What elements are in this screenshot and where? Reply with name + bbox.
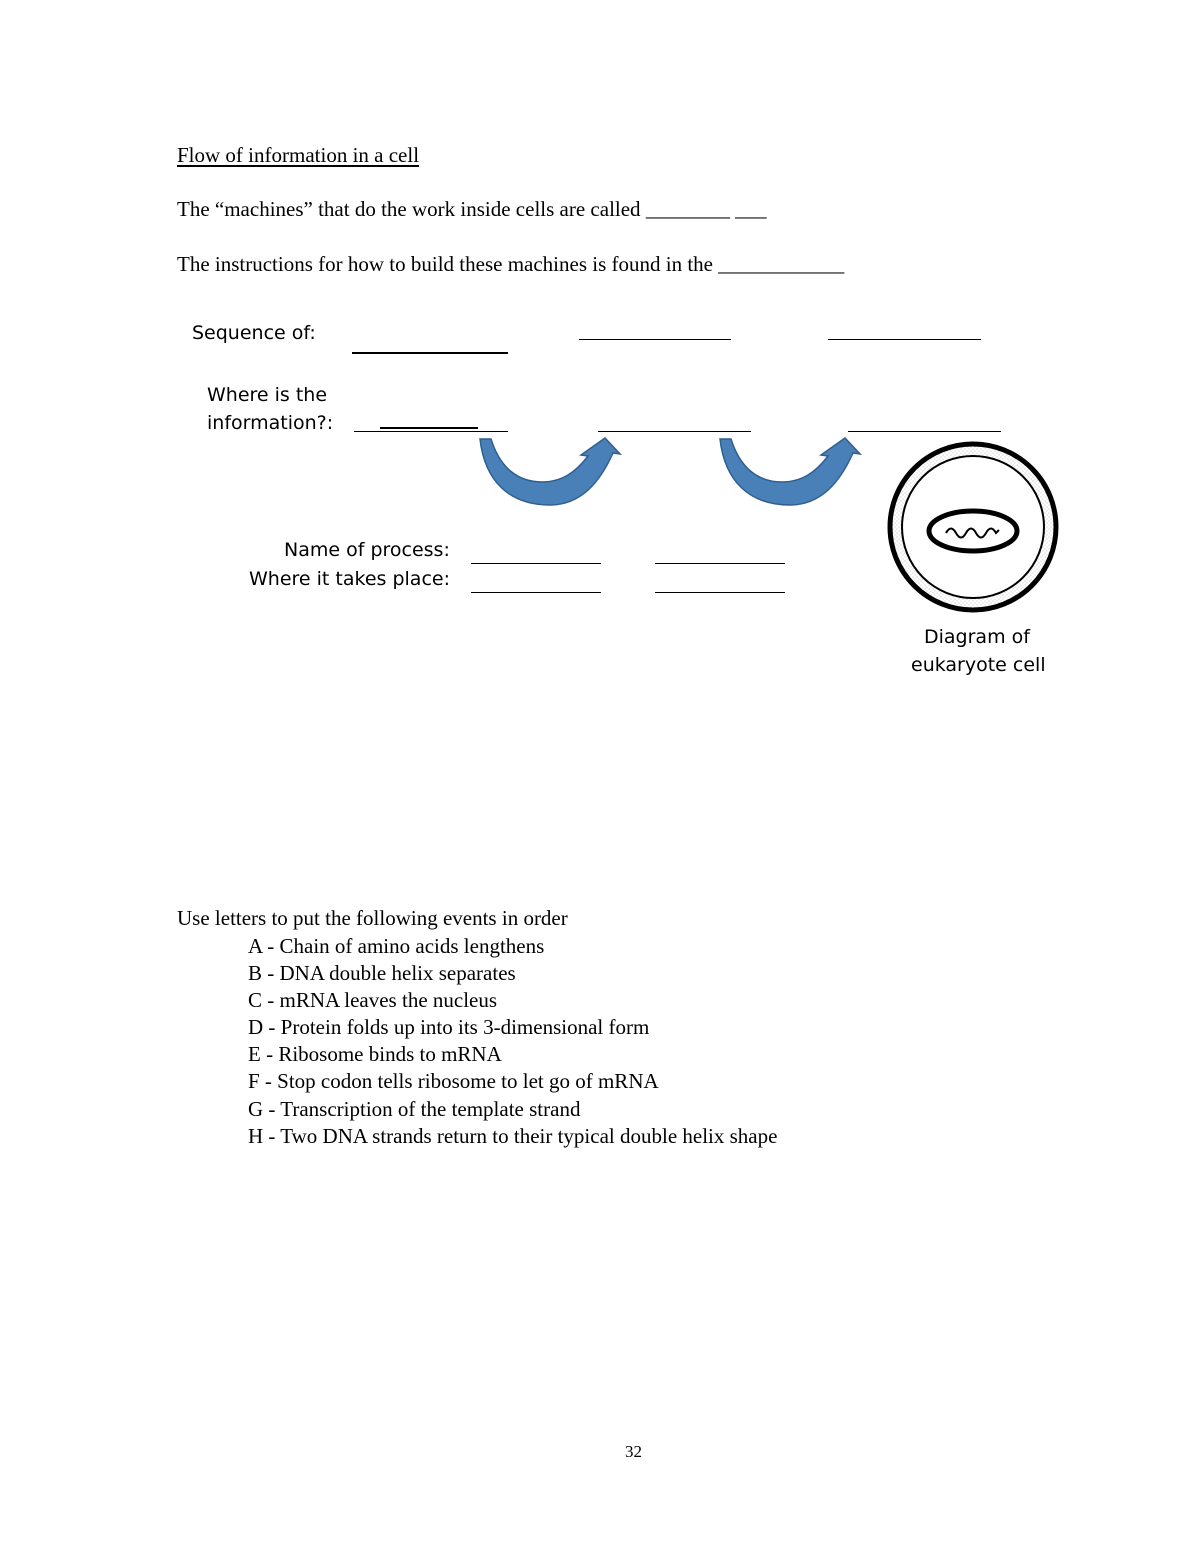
curved-arrow-1-shape <box>480 438 620 505</box>
sequence-label: Sequence of: <box>192 322 316 344</box>
where-info-label-line1: Where is the <box>207 384 328 406</box>
event-item: F - Stop codon tells ribosome to let go of mRNA <box>248 1069 659 1094</box>
curved-arrow-2-icon <box>720 438 860 505</box>
page-number: 32 <box>625 1442 642 1461</box>
event-item: A - Chain of amino acids lengthens <box>248 934 545 958</box>
question-instructions-text: The instructions for how to build these machines is found in the <box>177 252 713 276</box>
event-item: B - DNA double helix separates <box>248 961 516 986</box>
curved-arrow-2-shape <box>720 438 860 505</box>
cell-caption-line1: Diagram of <box>924 626 1030 648</box>
nucleus-icon <box>929 511 1017 551</box>
place-label: Where it takes place: <box>249 568 450 590</box>
page-title: Flow of information in a cell <box>177 143 420 167</box>
curved-arrow-1-icon <box>480 438 620 505</box>
answer-blank-proteins[interactable]: ________ ___ <box>645 197 767 221</box>
event-item: C - mRNA leaves the nucleus <box>248 988 498 1013</box>
events-list <box>248 936 777 1153</box>
event-item: H - Two DNA strands return to their typical double helix shape <box>248 1123 778 1148</box>
event-item: D - Protein folds up into its 3-dimensional form <box>248 1015 650 1040</box>
eukaryote-cell-icon <box>890 444 1056 610</box>
where-info-label-line2: information?: <box>207 412 334 434</box>
ordering-instructions: Use letters to put the following events in order <box>177 906 568 930</box>
event-item: E - Ribosome binds to mRNA <box>248 1042 502 1067</box>
answer-blank-instructions[interactable]: ____________ <box>718 252 845 276</box>
process-label: Name of process: <box>284 539 450 561</box>
cell-caption-line2: eukaryote cell <box>911 654 1046 676</box>
question-proteins-text: The “machines” that do the work inside cells are called <box>177 197 641 221</box>
event-item: G - Transcription of the template strand <box>248 1096 581 1121</box>
